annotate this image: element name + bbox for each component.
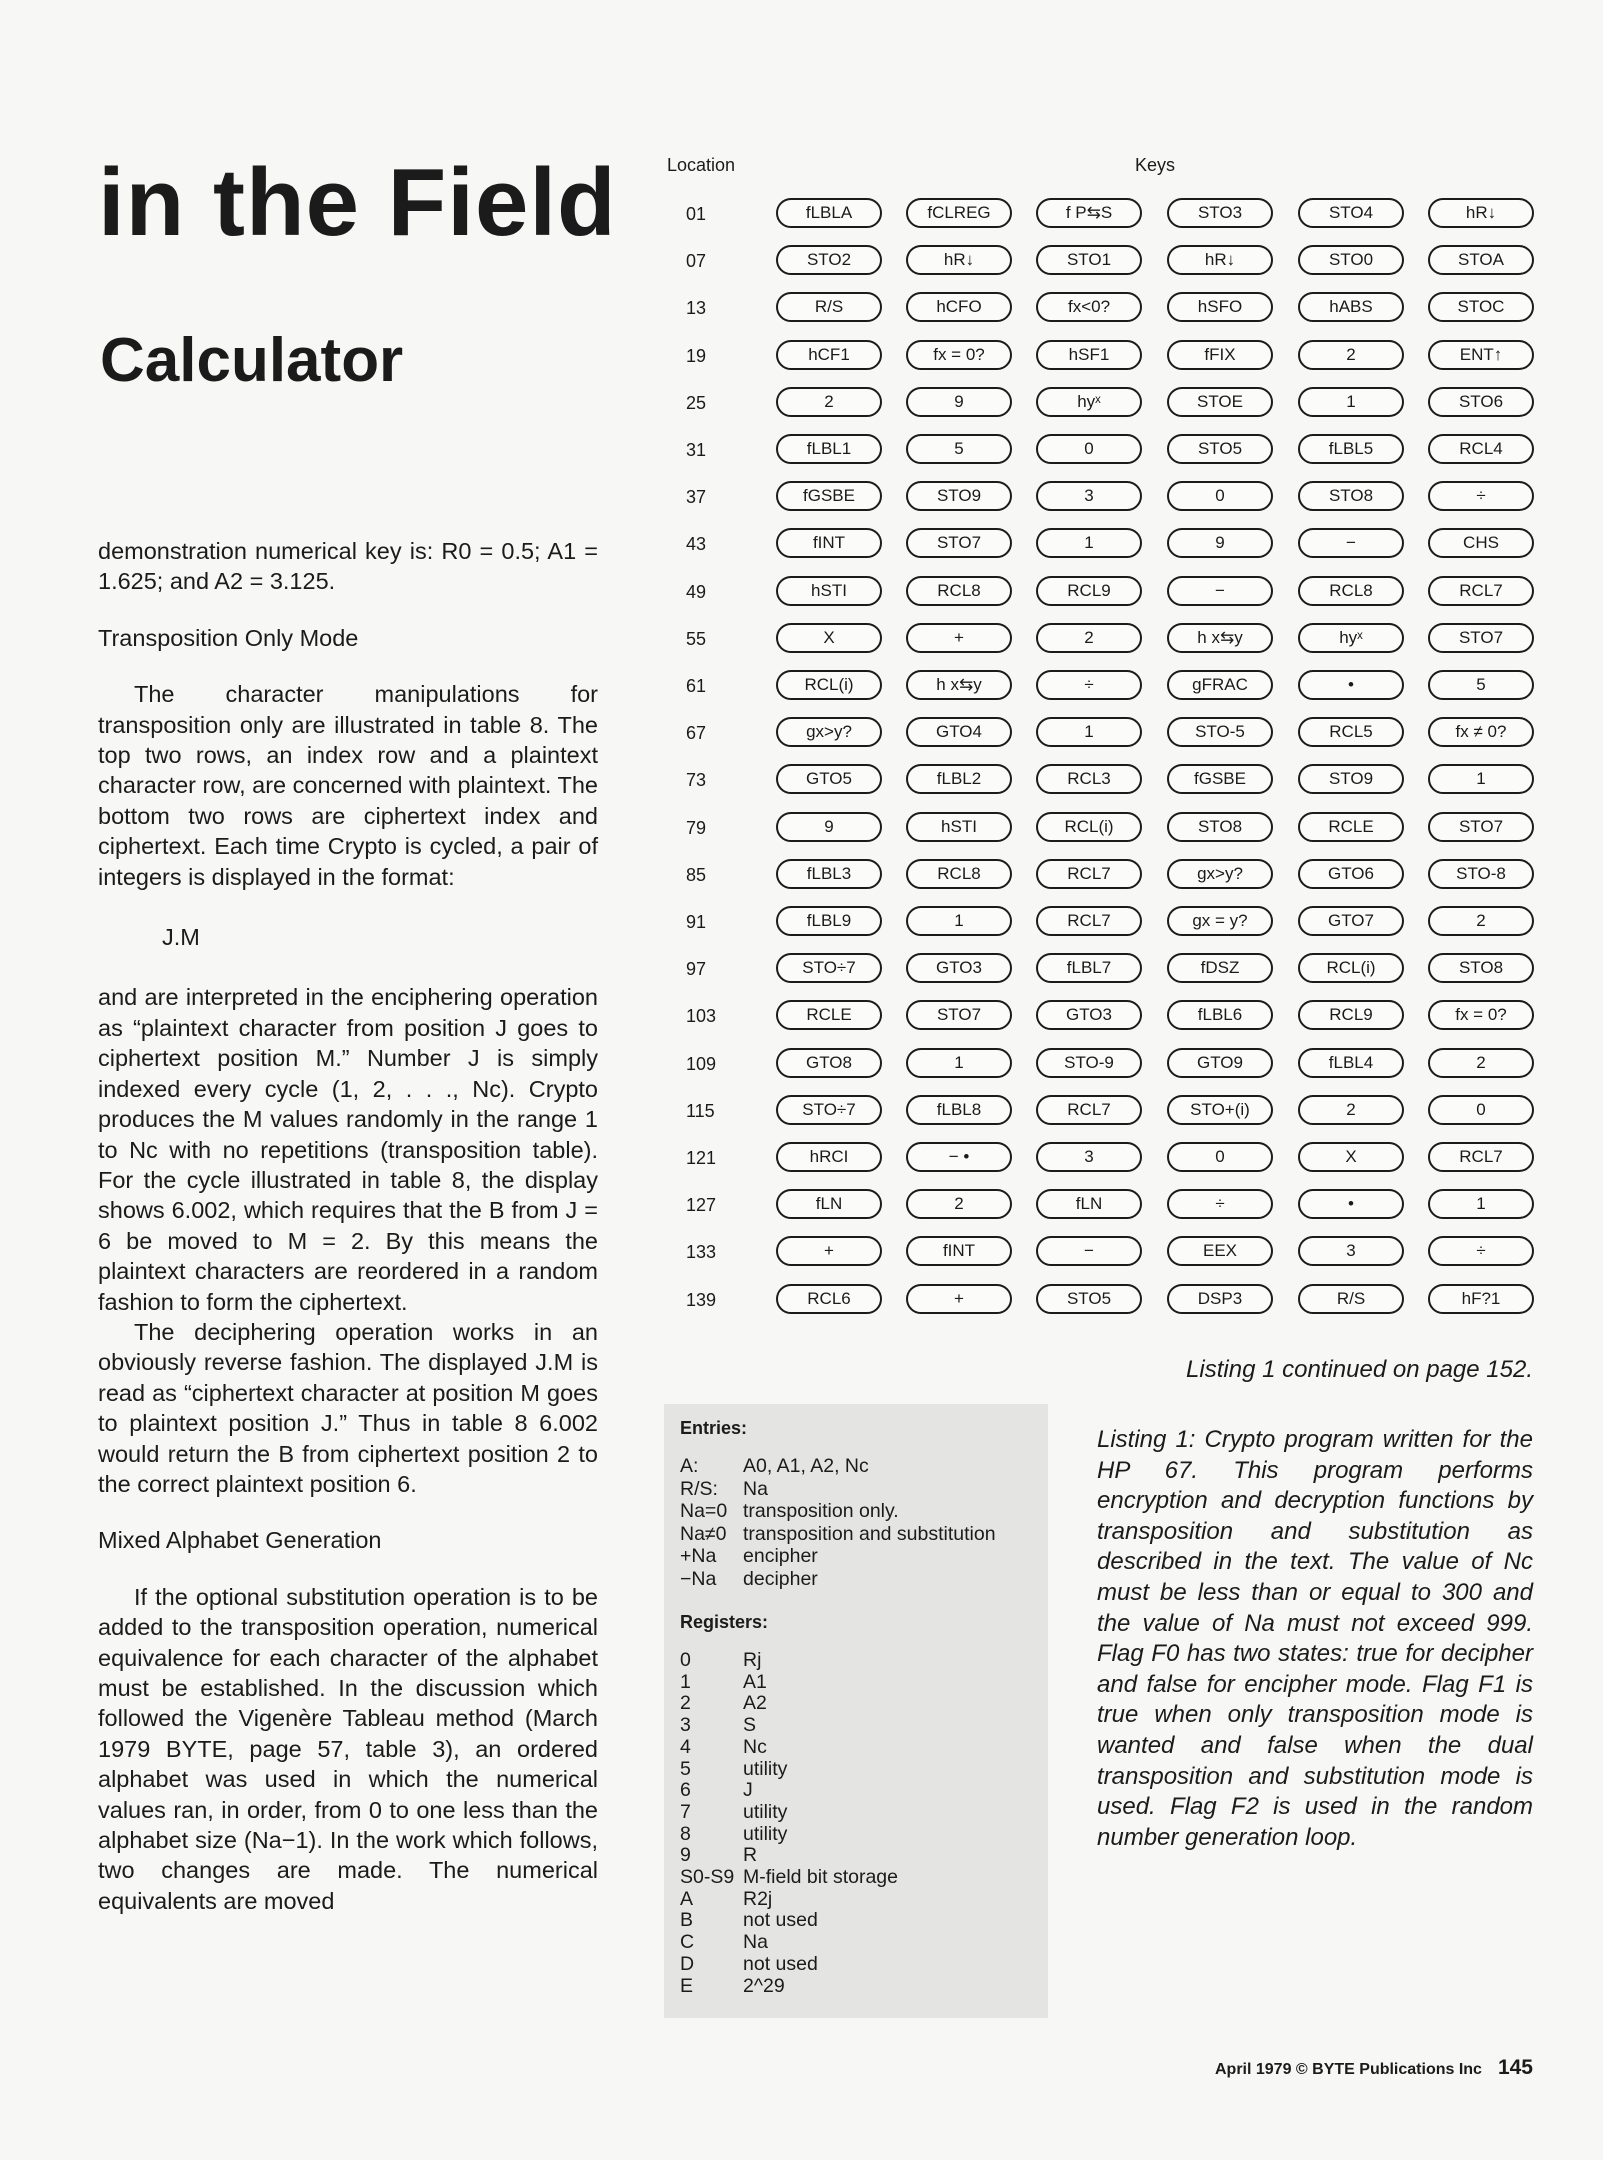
keystroke: STO÷7 xyxy=(776,953,882,983)
register-item xyxy=(680,1759,787,1780)
entries-registers-box xyxy=(664,1404,1048,2018)
entry-item xyxy=(680,1569,818,1590)
keystroke: fLBLA xyxy=(776,198,882,228)
keystroke: 9 xyxy=(776,812,882,842)
keystroke: • xyxy=(1298,1189,1404,1219)
heading-transposition: Transposition Only Mode xyxy=(98,624,359,651)
paragraph-intro: demonstration numerical key is: R0 = 0.5; A1 = 1.625; and A2 = 3.125. xyxy=(98,538,598,595)
keystroke: CHS xyxy=(1428,528,1534,558)
keystroke: RCL4 xyxy=(1428,434,1534,464)
keystroke: fLBL6 xyxy=(1167,1000,1273,1030)
register-key: B xyxy=(680,1909,694,1932)
keystroke: hSF1 xyxy=(1036,340,1142,370)
keystroke: STO9 xyxy=(1298,764,1404,794)
entry-value: decipher xyxy=(743,1567,818,1590)
register-value: R xyxy=(743,1844,758,1867)
keystroke: hR↓ xyxy=(1167,245,1273,275)
keystroke: hRCI xyxy=(776,1142,882,1172)
entry-item xyxy=(680,1456,869,1477)
keystroke: RCL8 xyxy=(906,859,1012,889)
keystroke: STO6 xyxy=(1428,387,1534,417)
keystroke: STO-5 xyxy=(1167,717,1273,747)
keystroke: STO5 xyxy=(1167,434,1273,464)
register-item xyxy=(680,1824,787,1845)
listing-row xyxy=(668,904,1538,940)
entry-key: A: xyxy=(680,1455,699,1477)
paragraph-transposition-3: The deciphering operation works in an obviously reverse fashion. The displayed J.M is read as “ciphertext character at position M goes to plaintext position J.” Thus in table 8 6.002 would return the B from ciphertext position 2 to the correct plaintext position 6. xyxy=(98,1318,598,1497)
body-column xyxy=(98,536,598,1916)
page-number: 145 xyxy=(1497,2056,1533,2079)
registers-title: Registers: xyxy=(680,1612,769,1632)
keystroke: RCL9 xyxy=(1298,1000,1404,1030)
keystroke: fLBL8 xyxy=(906,1095,1012,1125)
location-number: 103 xyxy=(686,1006,717,1027)
listing-row xyxy=(668,668,1538,704)
location-number: 01 xyxy=(686,204,707,224)
listing-row xyxy=(668,1234,1538,1270)
keystroke: hR↓ xyxy=(906,245,1012,275)
keystroke: STO7 xyxy=(1428,812,1534,842)
keystroke: GTO7 xyxy=(1298,906,1404,936)
register-value: utility xyxy=(743,1800,788,1823)
listing-row xyxy=(668,810,1538,846)
entries-title: Entries: xyxy=(680,1418,748,1438)
register-value: utility xyxy=(743,1822,788,1845)
location-number: 61 xyxy=(686,676,707,696)
keystroke: R/S xyxy=(776,292,882,322)
keystroke: 2 xyxy=(776,387,882,417)
keystroke: fINT xyxy=(906,1236,1012,1266)
keystroke: RCL6 xyxy=(776,1284,882,1314)
listing-row xyxy=(668,1093,1538,1129)
register-item xyxy=(680,1867,898,1888)
listing-row xyxy=(668,432,1538,468)
keystroke: 2 xyxy=(1298,1095,1404,1125)
keystroke: hF?1 xyxy=(1428,1284,1534,1314)
title-line-1: in the Field xyxy=(98,149,617,256)
keystroke: RCL7 xyxy=(1036,859,1142,889)
keystroke: 1 xyxy=(1428,764,1534,794)
location-number: 49 xyxy=(686,581,707,602)
keystroke: STO3 xyxy=(1167,198,1273,228)
keystroke: fDSZ xyxy=(1167,953,1273,983)
keystroke: fLBL4 xyxy=(1298,1048,1404,1078)
keystroke: RCL7 xyxy=(1428,576,1534,606)
location-number: 13 xyxy=(686,298,707,319)
keystroke: STO5 xyxy=(1036,1284,1142,1314)
keystroke: h x⇆y xyxy=(906,670,1012,700)
register-value: A1 xyxy=(743,1670,767,1693)
keystroke: hCFO xyxy=(906,292,1012,322)
register-value: M-field bit storage xyxy=(743,1866,898,1888)
keystroke: 0 xyxy=(1428,1095,1534,1125)
footer-credit: April 1979 © BYTE Publications Inc xyxy=(1214,2061,1482,2078)
listing-row xyxy=(668,762,1538,798)
register-value: not used xyxy=(743,1952,818,1975)
keystroke: − xyxy=(1167,576,1273,606)
entry-item xyxy=(680,1501,899,1522)
keystroke: ÷ xyxy=(1167,1189,1273,1219)
keystroke: STO8 xyxy=(1428,953,1534,983)
keystroke: 3 xyxy=(1036,1142,1142,1172)
keystroke: fLBL5 xyxy=(1298,434,1404,464)
register-item xyxy=(680,1737,767,1758)
entry-item xyxy=(680,1479,768,1500)
keystroke: fLN xyxy=(776,1189,882,1219)
location-number: 97 xyxy=(686,959,707,980)
register-key: 3 xyxy=(680,1714,691,1737)
register-value: S xyxy=(743,1714,757,1737)
keystroke: 2 xyxy=(1036,623,1142,653)
register-item xyxy=(680,1650,761,1671)
keystroke: STO2 xyxy=(776,245,882,275)
keystroke: hSTI xyxy=(776,576,882,606)
keystroke: 1 xyxy=(906,1048,1012,1078)
keystroke: STO4 xyxy=(1298,198,1404,228)
register-key: 9 xyxy=(680,1844,691,1867)
keystroke: RCL9 xyxy=(1036,576,1142,606)
page-footer xyxy=(1215,2056,1533,2080)
listing-row xyxy=(668,951,1538,987)
keys-header: Keys xyxy=(1135,155,1176,175)
keystroke: X xyxy=(776,623,882,653)
keystroke: RCL5 xyxy=(1298,717,1404,747)
entry-key: Na≠0 xyxy=(680,1522,727,1545)
keystroke: gFRAC xyxy=(1167,670,1273,700)
keystroke: − • xyxy=(906,1142,1012,1172)
keystroke: fx = 0? xyxy=(1428,1000,1534,1030)
keystroke: fGSBE xyxy=(1167,764,1273,794)
keystroke: hyˣ xyxy=(1036,387,1142,417)
register-item xyxy=(680,1976,785,1997)
location-number: 85 xyxy=(686,864,707,885)
listing-row xyxy=(668,857,1538,893)
register-key: E xyxy=(680,1974,694,1997)
register-key: 8 xyxy=(680,1822,691,1845)
register-item xyxy=(680,1932,768,1953)
keystroke: 5 xyxy=(1428,670,1534,700)
keystroke: 1 xyxy=(1036,528,1142,558)
keystroke: 0 xyxy=(1036,434,1142,464)
location-number: 43 xyxy=(686,534,707,555)
register-key: 7 xyxy=(680,1800,691,1823)
location-number: 55 xyxy=(686,628,707,649)
listing-row xyxy=(668,338,1538,374)
keystroke: RCL(i) xyxy=(776,670,882,700)
keystroke: GTO6 xyxy=(1298,859,1404,889)
location-number: 133 xyxy=(686,1242,717,1263)
keystroke: 1 xyxy=(1036,717,1142,747)
keystroke: f P⇆S xyxy=(1036,198,1142,228)
register-value: not used xyxy=(743,1909,818,1932)
register-item xyxy=(680,1780,753,1801)
keystroke: STOC xyxy=(1428,292,1534,322)
keystroke: • xyxy=(1298,670,1404,700)
register-item xyxy=(680,1954,818,1975)
register-value: J xyxy=(743,1779,753,1802)
keystroke: 9 xyxy=(906,387,1012,417)
keystroke: RCLE xyxy=(776,1000,882,1030)
location-number: 25 xyxy=(686,392,707,413)
keystroke: 1 xyxy=(1298,387,1404,417)
location-number: 79 xyxy=(686,817,707,838)
register-value: utility xyxy=(743,1757,788,1780)
keystroke: gx>y? xyxy=(1167,859,1273,889)
keystroke: + xyxy=(776,1236,882,1266)
location-number: 67 xyxy=(686,723,707,744)
keystroke: 1 xyxy=(1428,1189,1534,1219)
keystroke: 0 xyxy=(1167,1142,1273,1172)
keystroke: GTO3 xyxy=(906,953,1012,983)
register-value: Na xyxy=(743,1931,768,1954)
keystroke: STO7 xyxy=(906,528,1012,558)
entry-value: transposition only. xyxy=(743,1500,899,1522)
register-item xyxy=(680,1845,757,1866)
keystroke: STO7 xyxy=(1428,623,1534,653)
keystroke: hABS xyxy=(1298,292,1404,322)
keystroke: + xyxy=(906,623,1012,653)
keystroke: STO8 xyxy=(1298,481,1404,511)
listing-row xyxy=(668,196,1538,232)
location-number: 73 xyxy=(686,770,707,791)
location-header: Location xyxy=(667,155,736,175)
listing-row xyxy=(668,1046,1538,1082)
keystroke: ENT↑ xyxy=(1428,340,1534,370)
entry-key: Na=0 xyxy=(680,1500,728,1522)
listing-caption: Listing 1: Crypto program written for the HP 67. This program performs encryption and decryption functions by transposition and substitution as described in the text. The value of Nc must be less than or equal to 300 and the value of Na must not exceed 999. Flag F0 has two states: true for decipher and false for encipher mode. Flag F1 is true when only transposition mode is wanted and false when the dual transposition and substitution mode is used. Flag F2 is used in the random number generation loop. xyxy=(1097,1426,1533,1851)
keystroke: RCL8 xyxy=(1298,576,1404,606)
register-key: D xyxy=(680,1952,695,1975)
keystroke: fLBL7 xyxy=(1036,953,1142,983)
location-number: 115 xyxy=(686,1100,715,1121)
keystroke: gx = y? xyxy=(1167,906,1273,936)
keystroke: GTO8 xyxy=(776,1048,882,1078)
keystroke: h x⇆y xyxy=(1167,623,1273,653)
keystroke: 2 xyxy=(906,1189,1012,1219)
keystroke: fx = 0? xyxy=(906,340,1012,370)
keystroke: 9 xyxy=(1167,528,1273,558)
keystroke: GTO3 xyxy=(1036,1000,1142,1030)
register-item xyxy=(680,1802,787,1823)
register-key: C xyxy=(680,1931,695,1954)
keystroke: RCL8 xyxy=(906,576,1012,606)
continued-note: Listing 1 continued on page 152. xyxy=(1186,1356,1533,1383)
keystroke: ÷ xyxy=(1428,1236,1534,1266)
keystroke: fLBL2 xyxy=(906,764,1012,794)
keystroke: 2 xyxy=(1298,340,1404,370)
listing-row xyxy=(668,290,1538,326)
register-value: Rj xyxy=(743,1649,762,1671)
location-number: 139 xyxy=(686,1289,717,1310)
register-value: A2 xyxy=(743,1692,767,1715)
keystroke: − xyxy=(1298,528,1404,558)
keystroke: fINT xyxy=(776,528,882,558)
entry-key: +Na xyxy=(680,1545,717,1567)
register-item xyxy=(680,1672,767,1693)
listing-row xyxy=(668,479,1538,515)
listing-row xyxy=(668,574,1538,610)
keystroke: 3 xyxy=(1036,481,1142,511)
entry-value: A0, A1, A2, Nc xyxy=(743,1455,869,1477)
listing-row xyxy=(668,1282,1538,1318)
keystroke: STO÷7 xyxy=(776,1095,882,1125)
title-line-2: Calculator xyxy=(100,326,404,395)
keystroke: STO8 xyxy=(1167,812,1273,842)
location-number: 109 xyxy=(686,1053,717,1074)
register-key: 2 xyxy=(680,1692,691,1715)
register-item xyxy=(680,1889,772,1910)
location-number: 121 xyxy=(686,1148,717,1168)
keystroke: STO1 xyxy=(1036,245,1142,275)
register-value: 2^29 xyxy=(743,1974,785,1997)
entry-item xyxy=(680,1546,818,1567)
register-key: 5 xyxy=(680,1757,691,1780)
register-key: 0 xyxy=(680,1649,691,1671)
keystroke: gx>y? xyxy=(776,717,882,747)
keystroke: fCLREG xyxy=(906,198,1012,228)
listing-row xyxy=(668,998,1538,1034)
keystroke: − xyxy=(1036,1236,1142,1266)
keystroke: 1 xyxy=(906,906,1012,936)
listing-row xyxy=(668,243,1538,279)
register-item xyxy=(680,1693,767,1714)
paragraph-transposition-2: and are interpreted in the enciphering operation as “plaintext character from position J goes to ciphertext position M.” Number J is simply indexed every cycle (1, 2, . . ., Nc). Crypto produces the M values randomly in the range 1 to Nc with no repetitions (transposition table). For the cycle illustrated in table 8, the display shows 6.002, which requires that the B from J = 6 be moved to M = 2. By this means the plaintext characters are reordered in a random fashion to form the ciphertext. xyxy=(98,984,598,1315)
location-number: 19 xyxy=(686,345,707,366)
keystroke: RCL7 xyxy=(1428,1142,1534,1172)
keystroke: fx<0? xyxy=(1036,292,1142,322)
keystroke: fx ≠ 0? xyxy=(1428,717,1534,747)
keystroke: hSTI xyxy=(906,812,1012,842)
location-number: 31 xyxy=(686,440,707,460)
listing-row xyxy=(668,1140,1538,1176)
paragraph-transposition-1: The character manipulations for transposition only are illustrated in table 8. The top two rows, an index row and a plaintext character row, are concerned with plaintext. The bottom two rows are ciphertext index and ciphertext. Each time Crypto is cycled, a pair of integers is displayed in the format: xyxy=(98,681,598,890)
entry-value: Na xyxy=(743,1477,768,1500)
register-key: 4 xyxy=(680,1735,691,1758)
keystroke: fLBL3 xyxy=(776,859,882,889)
keystroke: STO-9 xyxy=(1036,1048,1142,1078)
keystroke: + xyxy=(906,1284,1012,1314)
keystroke: hSFO xyxy=(1167,292,1273,322)
keystroke: fGSBE xyxy=(776,481,882,511)
register-item xyxy=(680,1715,756,1736)
register-value: R2j xyxy=(743,1887,773,1910)
keystroke: 2 xyxy=(1428,906,1534,936)
keystroke: STO9 xyxy=(906,481,1012,511)
keystroke: X xyxy=(1298,1142,1404,1172)
location-number: 91 xyxy=(686,912,707,932)
keystroke: ÷ xyxy=(1036,670,1142,700)
keystroke: hyˣ xyxy=(1298,623,1404,653)
keystroke: GTO5 xyxy=(776,764,882,794)
keystroke: RCL3 xyxy=(1036,764,1142,794)
keystroke: fLN xyxy=(1036,1189,1142,1219)
keystroke: 3 xyxy=(1298,1236,1404,1266)
listing-row xyxy=(668,715,1538,751)
keystroke: fFIX xyxy=(1167,340,1273,370)
heading-mixed-alphabet: Mixed Alphabet Generation xyxy=(98,1527,382,1554)
keystroke: RCL(i) xyxy=(1298,953,1404,983)
keystroke: RCL(i) xyxy=(1036,812,1142,842)
register-key: S0-S9 xyxy=(680,1866,735,1888)
keystroke: ÷ xyxy=(1428,481,1534,511)
listing-row xyxy=(668,526,1538,562)
keystroke: STO0 xyxy=(1298,245,1404,275)
keystroke: R/S xyxy=(1298,1284,1404,1314)
paragraph-mixed-alphabet: If the optional substitution operation is to be added to the transposition operation, numerical equivalence for each character of the alphabet must be established. In the discussion which followed the Vigenère Tableau method (March 1979 BYTE, page 57, table 3), an ordered alphabet was used in which the numerical values ran, in order, from 0 to one less than the alphabet size (Na−1). In the work which follows, two changes are made. The numerical equivalents are moved xyxy=(98,1583,598,1914)
entry-value: encipher xyxy=(743,1545,818,1567)
entry-key: −Na xyxy=(680,1567,717,1590)
keystroke: RCL7 xyxy=(1036,1095,1142,1125)
keystroke: fLBL9 xyxy=(776,906,882,936)
keystroke: STO7 xyxy=(906,1000,1012,1030)
register-value: Nc xyxy=(743,1735,767,1758)
display-format: J.M xyxy=(162,924,200,951)
keystroke: fLBL1 xyxy=(776,434,882,464)
location-number: 127 xyxy=(686,1195,717,1216)
listing-row xyxy=(668,621,1538,657)
keystroke: 0 xyxy=(1167,481,1273,511)
keystroke: hR↓ xyxy=(1428,198,1534,228)
keystroke: STO-8 xyxy=(1428,859,1534,889)
location-number: 37 xyxy=(686,487,707,508)
keystroke: STOE xyxy=(1167,387,1273,417)
register-key: A xyxy=(680,1887,694,1910)
keystroke: hCF1 xyxy=(776,340,882,370)
register-item xyxy=(680,1910,818,1931)
register-key: 1 xyxy=(680,1670,691,1693)
register-key: 6 xyxy=(680,1779,691,1802)
listing-row xyxy=(668,385,1538,421)
entry-item xyxy=(680,1524,996,1545)
keystroke: 5 xyxy=(906,434,1012,464)
keystroke: RCL7 xyxy=(1036,906,1142,936)
entry-value: transposition and substitution xyxy=(743,1522,996,1545)
keystroke: DSP3 xyxy=(1167,1284,1273,1314)
keystroke: STOA xyxy=(1428,245,1534,275)
keystroke: STO+(i) xyxy=(1167,1095,1273,1125)
keystroke: GTO4 xyxy=(906,717,1012,747)
location-number: 07 xyxy=(686,251,707,272)
keystroke: 2 xyxy=(1428,1048,1534,1078)
entry-key: R/S: xyxy=(680,1477,718,1500)
keystroke: RCLE xyxy=(1298,812,1404,842)
keystroke: GTO9 xyxy=(1167,1048,1273,1078)
listing-row xyxy=(668,1187,1538,1223)
keystroke: EEX xyxy=(1167,1236,1273,1266)
